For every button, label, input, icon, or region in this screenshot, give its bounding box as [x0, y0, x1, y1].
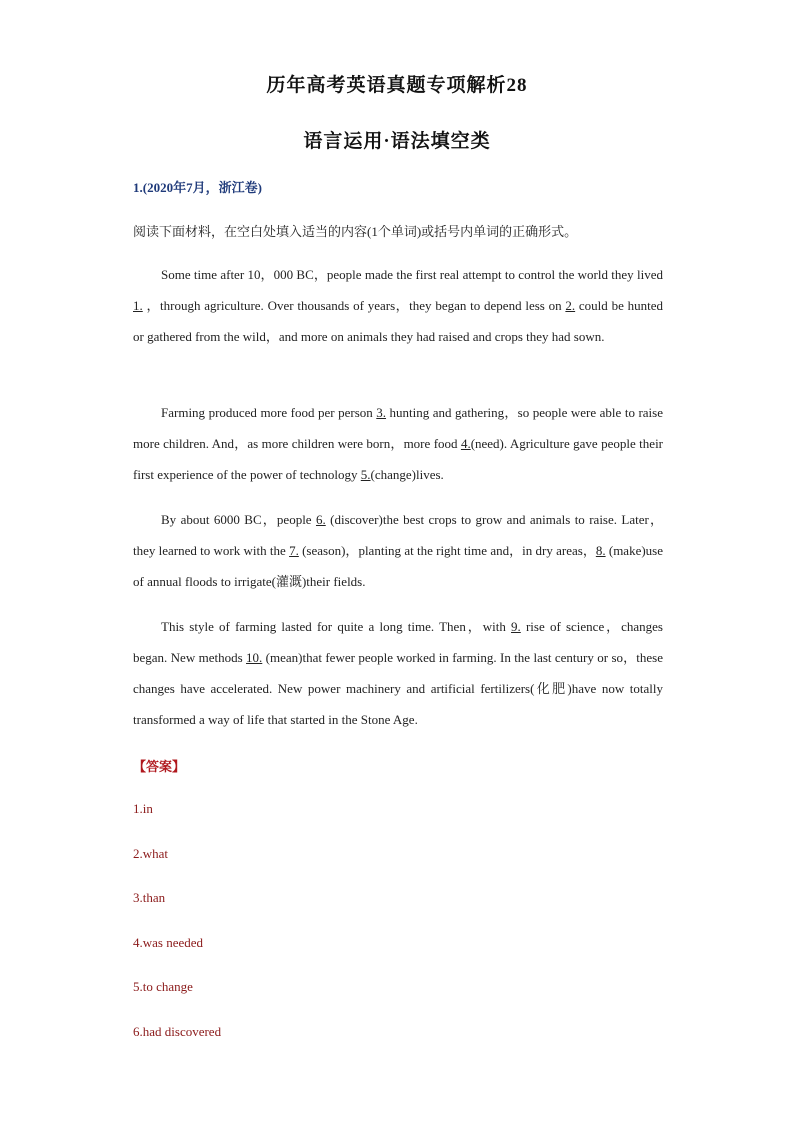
- question-heading: 1.(2020年7月，浙江卷): [133, 180, 262, 195]
- page-title: 历年高考英语真题专项解析28: [266, 75, 528, 96]
- passage-text: ，through agriculture. Over thousands of years，they began to depend less on: [142, 298, 566, 313]
- blank-7: 7.: [289, 543, 299, 558]
- blank-10: 10.: [246, 650, 263, 665]
- answer-item: 4.was needed: [133, 935, 204, 950]
- passage-text: rise of science，changes began. New methods: [133, 619, 663, 665]
- passage-paragraph-3: [133, 504, 663, 597]
- blank-9: 9.: [511, 619, 521, 634]
- answer-item: 1.in: [133, 801, 153, 816]
- passage-text: (make)use of annual floods to irrigate(灌溉)their fields.: [133, 543, 664, 589]
- passage-paragraph-4: [133, 611, 663, 735]
- answer-item: 3.than: [133, 890, 166, 905]
- answer-item: 2.what: [133, 846, 169, 861]
- passage-text: could be hunted or gathered from the wild，and more on animals they had raised and crops they had sown.: [133, 298, 663, 344]
- instruction-text: 阅读下面材料，在空白处填入适当的内容(1个单词)或括号内单词的正确形式。: [133, 224, 578, 239]
- blank-4: 4.: [460, 436, 471, 451]
- blank-2: 2.: [565, 298, 576, 313]
- passage-text: (discover)the best crops to grow and animals to raise. Later，they learned to work with the: [133, 512, 663, 558]
- passage-text: Farming produced more food per person: [161, 405, 377, 420]
- passage-text: (mean)that fewer people worked in farming. In the last century or so，these changes have accelerated. New power machinery and artificial fertilizers(化肥)have now totally transformed a way of life that started in the Stone Age.: [133, 650, 663, 727]
- blank-6: 6.: [315, 512, 326, 527]
- passage-text: (change)lives.: [370, 467, 444, 482]
- blank-3: 3.: [376, 405, 387, 420]
- passage-paragraph-1: [133, 259, 663, 352]
- passage-text: This style of farming lasted for quite a long time. Then，with: [161, 619, 512, 634]
- passage-text: hunting and gathering，so people were able to raise more children. And，as more children were born，more food: [133, 405, 663, 451]
- blank-8: 8.: [595, 543, 606, 558]
- passage-text: (need). Agriculture gave people their first experience of the power of technology: [133, 436, 664, 482]
- passage-text: (season)，planting at the right time and，in dry areas，: [298, 543, 596, 558]
- passage-text: Some time after 10，000 BC，people made the first real attempt to control the world they lived: [161, 267, 663, 282]
- page-subtitle: 语言运用·语法填空类: [303, 131, 491, 152]
- answer-item: 6.had discovered: [133, 1024, 222, 1039]
- answer-heading: 【答案】: [133, 759, 186, 774]
- passage-text: By about 6000 BC，people: [161, 512, 316, 527]
- passage-paragraph-2: [133, 397, 663, 490]
- answer-item: 5.to change: [133, 979, 193, 994]
- blank-1: 1.: [133, 298, 143, 313]
- blank-5: 5.: [360, 467, 371, 482]
